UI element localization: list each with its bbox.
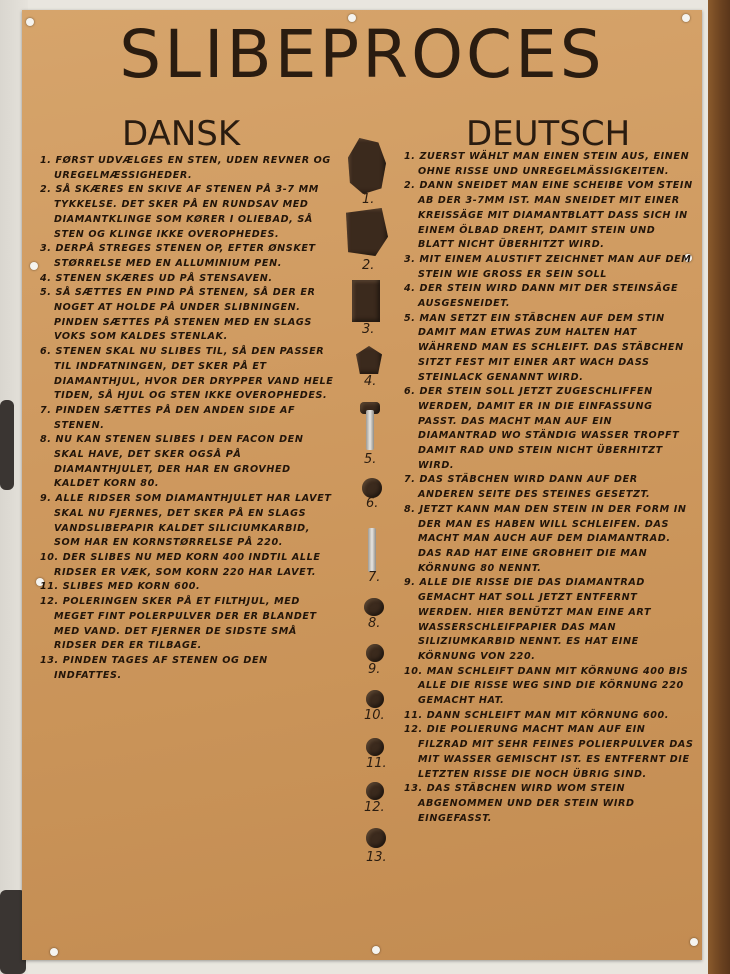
dansk-step: 3. DERPÅ STREGES STENEN OP, EFTER ØNSKET STØRRELSE MED EN ALLUMINIUM PEN. [40, 243, 316, 269]
dansk-step: 12. POLERINGEN SKER PÅ ET FILTHJUL, MED MEGET FINT POLERPULVER DER ER BLANDET MED VAND. DET FJERNER DE SIDSTE SMÅ RIDSER DER ER TILBAGE. [40, 596, 317, 652]
stone-label: 6. [366, 496, 379, 511]
stone-sample-slice [346, 208, 388, 256]
stone-sample-ground [362, 478, 382, 498]
stone-label: 11. [366, 756, 387, 771]
dansk-step: 10. DER SLIBES NU MED KORN 400 INDTIL ALLE RIDSER ER VÆK, SOM KORN 220 HAR LAVET. [40, 551, 321, 578]
stone-label: 4. [364, 374, 377, 389]
dansk-step: 8. NU KAN STENEN SLIBES I DEN FACON DEN SKAL HAVE, DET SKER OGSÅ PÅ DIAMANTHJULET, DER HAR EN GROVHED KALDET KORN 80. [40, 434, 304, 490]
stone-label: 7. [368, 570, 381, 585]
deutsch-step: 8. JETZT KANN MAN DEN STEIN IN DER FORM IN DER MAN ES HABEN WILL SCHLEIFEN. DAS MACHT MAN AUCH AUF DEM DIAMANTRAD. DAS RAD HAT EINE GROBHEIT DIE MAN KÖRNUNG 80 NENNT. [404, 503, 687, 574]
stone-sample-polished [366, 782, 384, 800]
stone-label: 5. [364, 452, 377, 467]
stone-sample-220 [366, 644, 384, 662]
dansk-step: 2. SÅ SKÆRES EN SKIVE AF STENEN PÅ 3-7 MM TYKKELSE. DET SKER PÅ EN RUNDSAV MED DIAMANTKLINGE SOM KØRER I OLIEBAD, SÅ STEN OG KLINGE IKKE OVEROPHEDES. [40, 184, 319, 240]
deutsch-step: 11. DANN SCHLEIFT MAN MIT KÖRNUNG 600. [404, 709, 670, 721]
dansk-step: 9. ALLE RIDSER SOM DIAMANTHJULET HAR LAVET SKAL NU FJERNES, DET SKER PÅ EN SLAGS VANDSLIBEPAPIR KALDET SILICIUMKARBID, SOM HAR EN KORNSTØRRELSE PÅ 220. [40, 493, 332, 549]
door-frame [708, 0, 730, 974]
stone-sample-finished [366, 828, 386, 848]
pin [30, 262, 38, 270]
heading-dansk: DANSK [122, 114, 241, 154]
stone-sample-rough [348, 138, 386, 194]
dop-stick [368, 528, 376, 572]
deutsch-step: 12. DIE POLIERUNG MACHT MAN AUF EIN FILZRAD MIT SEHR FEINES POLIERPULVER DAS MIT WASSER GEMISCHT IST. ES ENTFERNT DIE LETZTEN RISSE DIE NOCH ÜBRIG SIND. [404, 724, 694, 780]
deutsch-step: 4. DER STEIN WIRD DANN MIT DER STEINSÄGE AUSGESNEIDET. [404, 283, 679, 310]
dansk-step: 5. SÅ SÆTTES EN PIND PÅ STENEN, SÅ DER ER NOGET AT HOLDE PÅ UNDER SLIBNINGEN. PINDEN SÆTTES PÅ STENEN MED EN SLAGS VOKS SOM KALDES STENLAK. [40, 287, 316, 343]
stone-sample-400 [366, 690, 384, 708]
heading-deutsch: DEUTSCH [466, 114, 631, 154]
stone-sample-cut [356, 346, 382, 374]
deutsch-steps [404, 150, 694, 826]
stone-label: 1. [362, 192, 375, 207]
stone-label: 13. [366, 850, 387, 865]
pin [372, 946, 380, 954]
stone-label: 8. [368, 616, 381, 631]
deutsch-step: 9. ALLE DIE RISSE DIE DAS DIAMANTRAD GEMACHT HAT SOLL JETZT ENTFERNT WERDEN. HIER BENÜTZT MAN EINE ART WASSERSCHLEIFPAPIER DAS MAN SILIZIUMKARBID NENNT. ES HAT EINE KÖRNUNG VON 220. [404, 577, 652, 662]
dansk-step: 6. STENEN SKAL NU SLIBES TIL, SÅ DEN PASSER TIL INDFATNINGEN, DET SKER PÅ ET DIAMANTHJUL, HVOR DER DRYPPER VAND HELE TIDEN, SÅ HJUL OG STEN IKKE OVEROPHEDES. [40, 346, 334, 402]
deutsch-step: 13. DAS STÄBCHEN WIRD WOM STEIN ABGENOMMEN UND DER STEIN WIRD EINGEFASST. [404, 783, 635, 824]
dansk-step: 11. SLIBES MED KORN 600. [40, 581, 201, 593]
pin [690, 938, 698, 946]
deutsch-step: 1. ZUERST WÄHLT MAN EINEN STEIN AUS, EINEN OHNE RISSE UND UNREGELMÄSSIGKEITEN. [404, 151, 690, 177]
deutsch-step: 7. DAS STÄBCHEN WIRD DANN AUF DER ANDEREN SEITE DES STEINES GESETZT. [404, 474, 651, 501]
dansk-step: 4. STENEN SKÆRES UD PÅ STENSAVEN. [40, 272, 273, 284]
dansk-step: 13. PINDEN TAGES AF STENEN OG DEN INDFATTES. [40, 654, 268, 681]
stone-label: 12. [364, 800, 385, 815]
slibeproces-poster [22, 10, 702, 960]
stone-label: 2. [362, 258, 375, 273]
deutsch-step: 3. MIT EINEM ALUSTIFT ZEICHNET MAN AUF DEM STEIN WIE GROSS ER SEIN SOLL [404, 253, 692, 280]
wall-object-shadow [0, 400, 14, 490]
deutsch-step: 6. DER STEIN SOLL JETZT ZUGESCHLIFFEN WERDEN, DAMIT ER IN DIE EINFASSUNG PASST. DAS MACHT MAN AUF EIN DIAMANTRAD WO STÄNDIG WASSER TROPFT DAMIT RAD UND STEIN NICHT ÜBERHITZT WIRD. [404, 386, 680, 471]
stone-sample-marked [352, 280, 380, 322]
stone-label: 3. [362, 322, 375, 337]
stone-sample-shaped [364, 598, 384, 616]
dansk-steps [40, 154, 336, 683]
poster-title: SLIBEPROCES [119, 16, 605, 93]
deutsch-step: 5. MAN SETZT EIN STÄBCHEN AUF DEM STIN DAMIT MAN ETWAS ZUM HALTEN HAT WÄHREND MAN ES SCHLEIFT. DAS STÄBCHEN SITZT FEST MIT EINER ART WACH DASS STEINLACK GENANNT WIRD. [404, 312, 684, 383]
dansk-step: 1. FØRST UDVÆLGES EN STEN, UDEN REVNER OG UREGELMÆSSIGHEDER. [40, 155, 331, 181]
stone-label: 10. [364, 708, 385, 723]
deutsch-step: 2. DANN SNEIDET MAN EINE SCHEIBE VOM STEIN AB DER 3-7MM IST. MAN SNEIDET MIT EINER KREISSÄGE MIT DIAMANTBLATT DASS SICH IN EINEM ÖLBAD DREHT, DAMIT STEIN UND BLATT NICHT ÜBERHITZT WIRD. [404, 180, 693, 251]
deutsch-step: 10. MAN SCHLEIFT DANN MIT KÖRNUNG 400 BIS ALLE DIE RISSE WEG SIND DIE KÖRNUNG 220 GEMACHT HAT. [404, 665, 689, 707]
pin [50, 948, 58, 956]
stone-label: 9. [368, 662, 381, 677]
stone-sample-600 [366, 738, 384, 756]
dop-stick [366, 410, 374, 450]
dansk-step: 7. PINDEN SÆTTES PÅ DEN ANDEN SIDE AF STENEN. [40, 404, 296, 431]
